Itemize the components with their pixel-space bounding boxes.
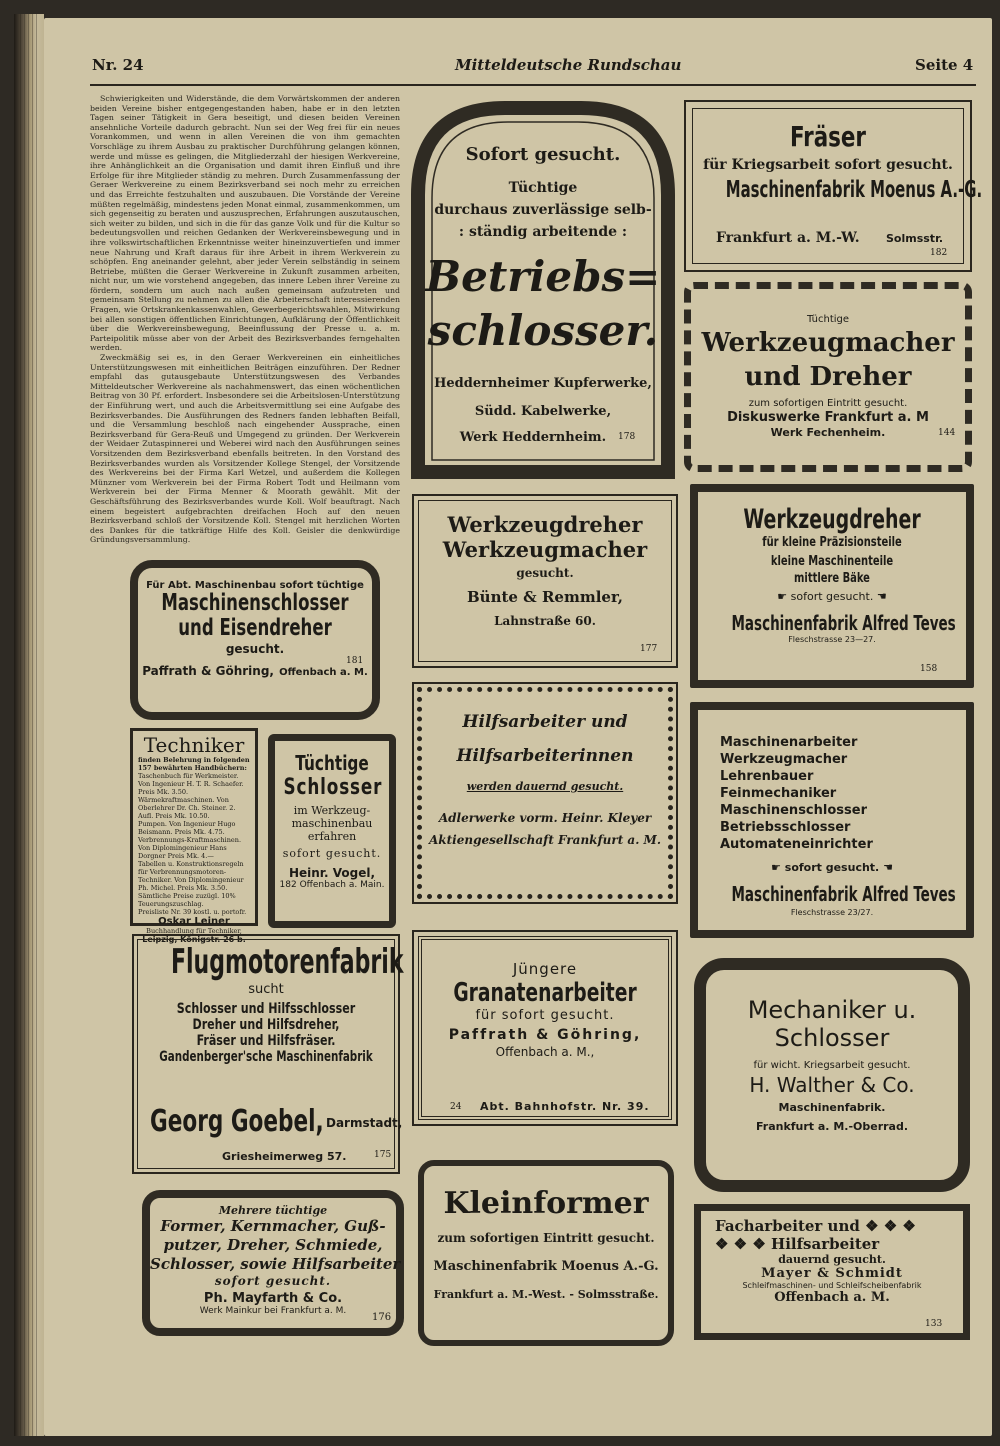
ad-line: Schleifmaschinen- und Schleifscheibenfabrik — [742, 1281, 922, 1290]
job-item: Maschinenschlosser — [720, 803, 867, 818]
ad-company: Paffrath & Göhring, — [142, 664, 274, 678]
ad-line: gesucht. — [225, 642, 285, 656]
job-item: Feinmechaniker — [720, 786, 837, 801]
ad-headline: Fräser — [790, 120, 866, 153]
ad-headline: Werkzeugdreher — [447, 512, 643, 537]
ad-line: für kleine Präzisionsteile — [762, 535, 902, 550]
ad-headline: Betriebs= — [425, 252, 661, 301]
ad-line: Schlosser und Hilfsschlosser — [176, 1001, 356, 1017]
ad-headline: Maschinenschlosser — [161, 590, 349, 616]
ad-line: im Werkzeug- — [293, 804, 371, 817]
ad-number: 24 — [450, 1102, 462, 1112]
ad-company: Heinr. Vogel, — [288, 866, 376, 880]
ad-city: Offenbach a. M., — [495, 1045, 595, 1059]
ad-city: Darmstadt, — [326, 1116, 403, 1130]
page-number: Seite 4 — [915, 56, 974, 74]
ad-address: Werk Mainkur bei Frankfurt a. M. — [199, 1306, 347, 1316]
pointing-hand-icon: ☛ — [771, 861, 785, 874]
ad-heddernheim-betriebsschlosser — [410, 100, 676, 480]
ad-line: finden Belehrung in folgenden 157 bewährten Handbüchern: — [138, 756, 250, 772]
ad-number: 175 — [374, 1150, 392, 1160]
ad-address: Frankfurt a. M.-Oberrad. — [755, 1120, 909, 1133]
ad-moenus-kleinformer — [418, 1160, 674, 1346]
ad-company: H. Walther & Co. — [749, 1073, 915, 1097]
book-item: Sämtliche Preise zuzügl. 10% Teuerungszuschlag. — [138, 892, 236, 908]
ad-line: mittlere Bäke — [794, 571, 870, 586]
ad-headline: Schlosser — [774, 1024, 890, 1052]
ad-number: 182 — [930, 248, 948, 258]
ad-company: Maschinenfabrik Moenus A.-G. — [725, 177, 983, 203]
ad-line: Mehrere tüchtige — [218, 1204, 328, 1217]
ad-headline: Werkzeugmacher — [701, 328, 955, 358]
header-rule — [90, 84, 976, 86]
ad-line: Sofort gesucht. — [465, 144, 621, 165]
book-item: Wärmekraftmaschinen. Von Oberlehrer Dr. Ch. Steiner. 2. Aufl. Preis Mk. 10.50. — [138, 796, 236, 820]
ad-line: Fräser und Hilfsfräser. — [196, 1033, 336, 1049]
ad-line: zum sofortigen Eintritt gesucht. — [437, 1231, 655, 1245]
ad-company-line — [138, 660, 372, 679]
ad-address: Leipzig, Königstr. 26 b. — [142, 935, 246, 944]
book-item: Verbrennungs-Kraftmaschinen. Von Diplomingenieur Hans Dorgner Preis Mk. 4.— — [138, 836, 242, 860]
job-item: Lehrenbauer — [720, 769, 814, 784]
ad-headline: Kleinformer — [443, 1186, 649, 1221]
ad-address: Abt. Bahnhofstr. Nr. 39. — [480, 1100, 650, 1113]
ad-line: Tüchtige — [806, 314, 850, 325]
ad-headline: Werkzeugdreher — [743, 504, 921, 535]
ad-teves-werkzeugdreher — [690, 484, 974, 688]
diamond-ornament-icon: ❖ ❖ ❖ — [859, 1217, 916, 1235]
ad-number: 177 — [640, 644, 658, 654]
pointing-hand-icon: ☚ — [873, 590, 887, 603]
ad-number: 144 — [938, 428, 956, 438]
ad-headline: Mechaniker u. — [747, 996, 917, 1024]
ad-line: kleine Maschinenteile — [770, 554, 894, 569]
ad-address: Offenbach a. M. — [774, 1290, 890, 1305]
ad-line: für wicht. Kriegsarbeit gesucht. — [753, 1060, 911, 1071]
ad-headline: schlosser. — [427, 306, 659, 355]
ad-line: gesucht. — [516, 566, 574, 580]
ad-company: Aktiengesellschaft Frankfurt a. M. — [428, 833, 662, 847]
ad-line: Buchhandlung für Techniker, — [146, 927, 242, 935]
ad-techniker-books — [130, 728, 258, 944]
diamond-ornament-icon: ❖ ❖ ❖ — [715, 1235, 772, 1253]
ad-address: Werk Fechenheim. — [770, 426, 886, 439]
ad-number: 176 — [372, 1312, 392, 1323]
ad-address: Frankfurt a. M.-West. - Solmsstraße. — [433, 1288, 659, 1301]
book-item: Preisliste Nr. 39 kostl. u. portofr. — [138, 908, 247, 916]
ad-paffrath-granatenarbeiter — [412, 930, 678, 1126]
ad-line — [698, 590, 966, 603]
ad-headline: und Dreher — [744, 362, 912, 392]
ad-goebel-flugmotoren — [132, 934, 404, 1174]
issue-number: Nr. 24 — [92, 56, 144, 74]
ad-address: Werk Heddernheim. — [459, 430, 607, 445]
ad-line-text: sofort gesucht. — [784, 861, 880, 874]
ad-line: maschinenbau — [291, 817, 373, 830]
ad-company: Südd. Kabelwerke, — [474, 404, 612, 419]
ad-line: sucht — [248, 982, 284, 997]
article-text — [90, 94, 400, 545]
ad-company: Maschinenfabrik Alfred Teves — [731, 882, 956, 906]
ad-line: zum sofortigen Eintritt gesucht. — [748, 398, 908, 409]
ad-company: Diskuswerke Frankfurt a. M — [727, 410, 929, 425]
ad-line: für Kriegsarbeit sofort gesucht. — [703, 157, 953, 173]
ad-line: putzer, Dreher, Schmiede, — [163, 1236, 383, 1254]
ad-adlerwerke-hilfsarbeiter — [412, 682, 678, 904]
job-list — [698, 734, 966, 853]
ad-line: durchaus zuverlässige selb- — [434, 202, 652, 218]
ad-line: Former, Kernmacher, Guß- — [160, 1217, 386, 1235]
ad-company: Mayer & Schmidt — [761, 1266, 903, 1281]
ad-line: Gandenberger'sche Maschinenfabrik — [159, 1049, 373, 1065]
ad-mayfarth-former — [142, 1190, 404, 1336]
ad-mayer-schmidt — [694, 1204, 970, 1340]
ad-line: sofort gesucht. — [282, 847, 382, 860]
ad-teves-arbeiter — [690, 702, 974, 938]
ad-headline: Hilfsarbeiterinnen — [456, 746, 634, 766]
ad-line: werden dauernd gesucht. — [466, 780, 624, 793]
book-item: Pumpen. Von Ingenieur Hugo Beismann. Preis Mk. 4.75. — [138, 820, 236, 836]
ad-address: Fleschstrasse 23/27. — [790, 908, 874, 917]
article-paragraph: Zweckmäßig sei es, in den Geraer Werkvereinen ein einheitliches Unterstützungswesen mit einheitlichen Beiträgen einzuführen. Der Redner empfahl das gutausgebaute Unterstützungswesen des Verbandes Mitteldeutscher Werkvereine als nachahmenswert, das einen wöchentlichen Beitrag von 30 Pf. erfordert. Insbesondere sei die Arbeitslosen-Unterstützung der Einführung wert, und auch die Arbeitsvermittlung sei eine Aufgabe des Bezirksverbandes. Die Ausführungen des Redners fanden lebhaften Beifall, und die Versammlung beschloß nach eingehender Aussprache, einen Bezirksverband für Gera-Reuß und Umgegend zu gründen. Der Werkverein der Weidaer Zutaspinnerei und Weberei wird nach den Ausführungen seines Vorsitzenden dem Bezirksverband ebenfalls beitreten. In den Vorstand des Bezirksverbandes wurden als Vorsitzender Kollege Stengel, der Vorsitzende des Werkvereins bei der Firma Karl Wetzel, und außerdem die Kollegen Münzner vom Werkverein bei der Firma Robert Todt und Heilmann vom Werkverein bei der Firma Menner & Moorath gewählt. Mit der Geschäftsführung des Bezirksverbandes wurde Koll. Wolf beauftragt. Nach einem begeistert aufgebrachten dreifachen Hoch auf den neuen Bezirksverband schloß der Vorsitzende Koll. Stengel mit herzlichen Worten des Dankes für die tatkräftige Hilfe des Koll. Geisler die denkwürdige Gründungsversammlung. — [90, 353, 400, 545]
ad-company: Paffrath & Göhring, — [448, 1027, 642, 1043]
ad-address: 182 Offenbach a. Main. — [279, 880, 385, 890]
job-item: Betriebsschlosser — [720, 820, 851, 835]
book-item: Tabellen u. Konstruktionsregeln für Verbrennungsmotoren-Techniker. Von Diplomingenieur Ph. Michel. Preis Mk. 3.50. — [138, 860, 244, 892]
ad-address: Griesheimerweg 57. — [222, 1150, 347, 1163]
ad-company: Georg Goebel, — [150, 1104, 324, 1139]
ad-address: Lahnstraße 60. — [494, 614, 596, 628]
ad-company: Adlerwerke vorm. Heinr. Kleyer — [438, 811, 652, 825]
ad-line — [698, 861, 966, 874]
ad-line — [715, 1235, 963, 1253]
ad-line: erfahren — [307, 830, 357, 843]
ad-headline: Hilfsarbeiter und — [462, 712, 628, 732]
ad-company: Oskar Leiner — [158, 916, 230, 927]
ad-company: Maschinenfabrik Alfred Teves — [731, 611, 956, 635]
job-item: Maschinenarbeiter — [720, 735, 858, 750]
ad-number: 178 — [618, 432, 636, 442]
ad-address: Fleschstrasse 23—27. — [788, 635, 876, 644]
ad-line: Tüchtige — [508, 180, 578, 196]
ad-line: Jüngere — [512, 960, 578, 978]
job-item: Werkzeugmacher — [720, 752, 848, 767]
ad-vogel-schlosser — [268, 734, 396, 928]
ad-line-text: Facharbeiter und — [715, 1217, 860, 1235]
ad-number: 133 — [925, 1319, 943, 1329]
pointing-hand-icon: ☛ — [777, 590, 791, 603]
ad-company: Ph. Mayfarth & Co. — [203, 1291, 343, 1306]
ad-line: dauernd gesucht. — [778, 1253, 886, 1266]
ad-address: Solmsstr. — [886, 232, 944, 245]
ad-number: 181 — [346, 656, 364, 666]
ad-company: Bünte & Remmler, — [467, 588, 623, 606]
ad-headline: Techniker — [143, 733, 245, 757]
ad-line: sofort gesucht. — [214, 1274, 332, 1288]
ad-city: Offenbach a. M. — [279, 667, 368, 678]
ad-line-text: sofort gesucht. — [790, 590, 874, 603]
book-item: Taschenbuch für Werkmeister. Von Ingenieur H. T. R. Schaefer. Preis Mk. 3.50. — [138, 772, 244, 796]
ad-address: Frankfurt a. M.-W. — [716, 230, 860, 246]
ad-line: für sofort gesucht. — [475, 1008, 615, 1023]
article-paragraph: Schwierigkeiten und Widerstände, die dem Vorwärtskommen der anderen beiden Vereine bisher entgegengestanden haben, habe er in den letzten Tagen seiner Tätigkeit in Gera beseitigt, und diesen beiden Vereinen ansehnliche Vorteile dadurch gebracht. Nun sei der Weg frei für ein neues Vorankommen, und wenn in allen Vereinen die von ihm gemachten Vorschläge zu ihrem Ausbau zu praktischer Durchführung gelangen können, werde und müsse es gelingen, die Mitgliederzahl der hiesigen Werkvereine, ihre Anhänglichkeit an die Organisation und damit ihren Einfluß und ihre Erfolge für ihre Mitglieder ständig zu mehren. Durch Zusammenfassung der Geraer Werkvereine zu einem Bezirksverband sei noch mehr zu erreichen und das Erreichte festzuhalten und auszubauen. Die Vorstände der Vereine müßten regelmäßig, mindestens jeden Monat einmal, zusammenkommen, um sich gegenseitig zu beraten und auszusprechen, Erfahrungen auszutauschen, sich weiter zu bilden, und sich in die für das ganze Volk und für die Kultur so bedeutungsvollen und reichen Gedanken der Werkvereinsbewegung und in ihre volkswirtschaftlichen Erkenntnisse weiter hineinzuvertiefen und immer neue Nahrung und Kraft daraus für ihre Arbeit in ihrem Werkverein zu schöpfen. Eng aneinander gelehnt, aber jeder Verein selbständig in seinem Betriebe, müßten die Geraer Werkvereine in Zukunft zusammen arbeiten, nicht nur, um wie vorstehend angegeben, das innere Leben ihrer Vereine zu fördern, sondern um auch nach außen gemeinsam aufzutreten und gemeinsam Stellung zu nehmen zu allen die Arbeiterschaft interessierenden Fragen, wie Ortskrankenkassenwahlen, Gewerbegerichtswahlen, Mitwirkung bei allen sonstigen öffentlichen Einrichtungen, Aufklärung der Öffentlichkeit über die Werkvereinsbewegung, Beeinflussung der Presse u. a. m. Parteipolitik müsse aber von der Arbeit des Bezirksverbandes ferngehalten werden. — [90, 94, 400, 353]
ad-diskus-werkzeugmacher — [684, 282, 972, 472]
ad-line: Schlosser, sowie Hilfsarbeiter — [150, 1255, 401, 1273]
ad-company: Maschinenfabrik Moenus A.-G. — [433, 1259, 659, 1274]
ad-headline: Werkzeugmacher — [442, 537, 648, 562]
job-item: Automateneinrichter — [720, 837, 873, 852]
ad-headline: Granatenarbeiter — [453, 978, 637, 1008]
ad-line-text: Hilfsarbeiter — [771, 1235, 880, 1253]
ad-headline: Flugmotorenfabrik — [170, 942, 404, 982]
newspaper-title: Mitteldeutsche Rundschau — [455, 56, 682, 74]
ad-buente-werkzeugdreher — [412, 494, 678, 668]
ad-line: Dreher und Hilfsdreher, — [192, 1017, 340, 1033]
ad-line: Maschinenfabrik. — [778, 1101, 886, 1114]
ad-line — [715, 1217, 963, 1235]
ad-headline: Tüchtige — [295, 751, 369, 775]
ad-headline: und Eisendreher — [178, 615, 332, 641]
ad-moenus-fraeser — [684, 100, 983, 272]
pointing-hand-icon: ☚ — [879, 861, 893, 874]
ad-headline: Schlosser — [283, 775, 383, 800]
ad-company: Heddernheimer Kupferwerke, — [434, 376, 652, 391]
ad-walther-mechaniker — [694, 958, 970, 1192]
ad-line: Für Abt. Maschinenbau sofort tüchtige — [146, 580, 364, 591]
ad-line: : ständig arbeitende : — [458, 224, 628, 240]
ad-paffrath-machinists — [130, 560, 380, 720]
ad-number: 158 — [920, 664, 938, 674]
